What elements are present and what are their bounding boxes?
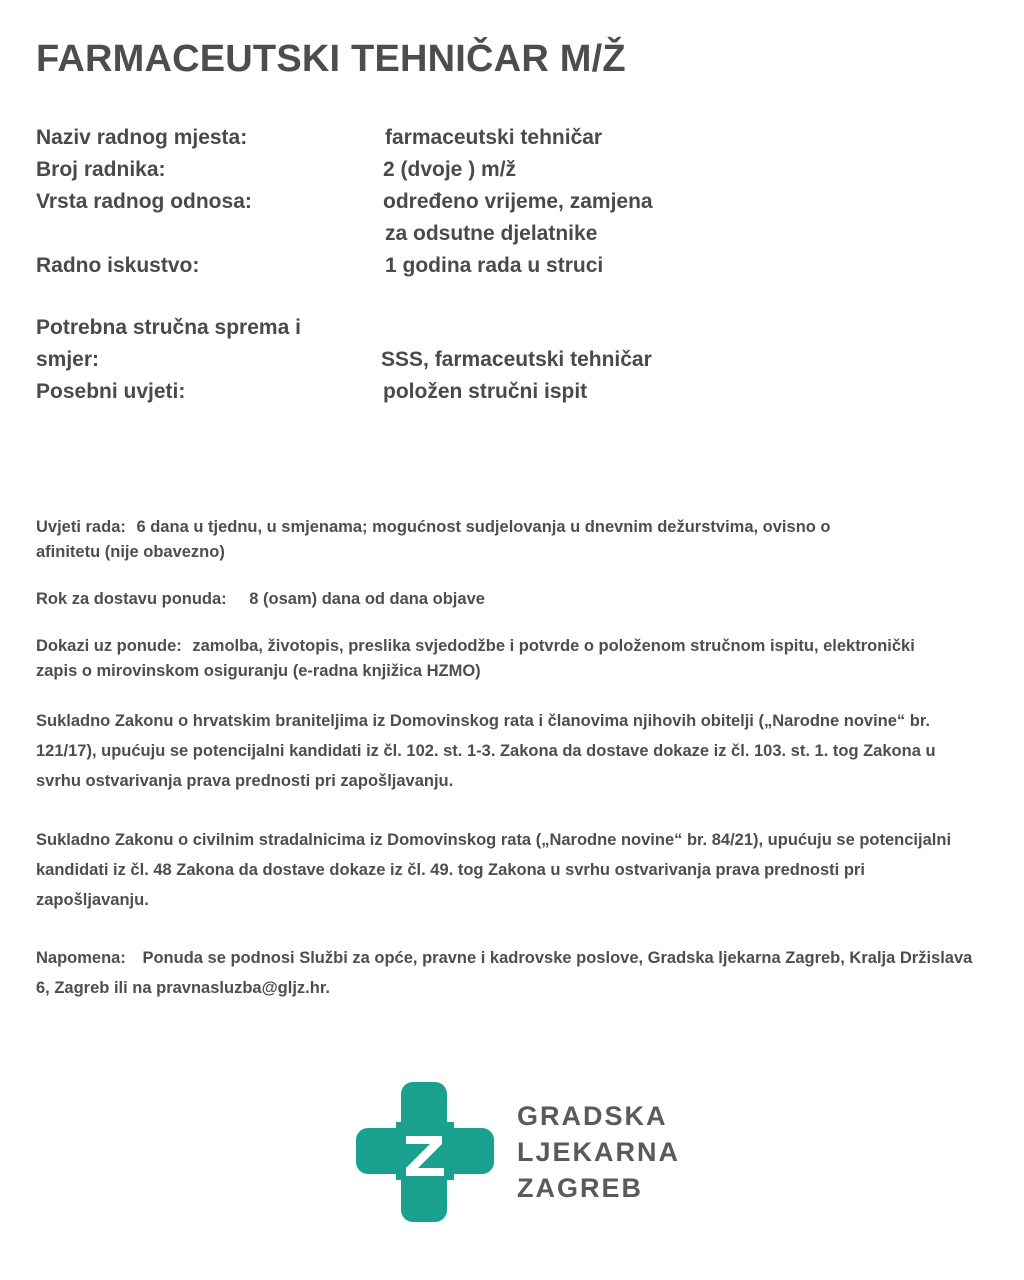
rok-lead: Rok za dostavu ponuda: [36,590,227,608]
sprema-label-line1: Potrebna stručna sprema i [36,316,301,339]
dokazi-lead: Dokazi uz ponude: [36,637,182,655]
gradska-ljekarna-cross-icon [356,1082,496,1222]
branitelji-paragraph: Sukladno Zakonu o hrvatskim braniteljima iz Domovinskog rata i članovima njihovih obitelji („Narodne novine“ br. 121/17), upućuju se potencijalni kandidati iz čl. 102. st. 1-3. Zakona da dostave dokaze iz čl. 103. st. 1. tog Zakona u svrhu ostvarivanja prava prednosti pri zapošljavanju. [36,712,936,790]
naziv-label: Naziv radnog mjesta: [36,126,248,149]
dokazi-paragraph [36,634,916,684]
uvjeti-rada-paragraph [36,515,866,565]
logo-text-line1: GRADSKA [517,1101,668,1131]
iskustvo-value: 1 godina rada u struci [385,254,604,277]
uvjeti-value: položen stručni ispit [383,380,588,403]
rok-text: 8 (osam) dana od dana objave [249,590,485,608]
napomena-text: Ponuda se podnosi Službi za opće, pravne i kadrovske poslove, Gradska ljekarna Zagreb, Kralja Držislava 6, Zagreb ili na pravnasluzba@gljz.hr. [36,949,973,997]
logo-text-line3: ZAGREB [517,1173,643,1203]
uvjeti-rada-lead: Uvjeti rada: [36,518,126,536]
vrsta-label: Vrsta radnog odnosa: [36,190,252,213]
logo-text-line2: LJEKARNA [517,1137,681,1167]
vrsta-value-line1: određeno vrijeme, zamjena [383,190,653,213]
page-title: FARMACEUTSKI TEHNIČAR M/Ž [36,38,626,80]
sprema-label-line2: smjer: [36,348,100,371]
broj-label: Broj radnika: [36,158,166,181]
dokazi-text: zamolba, životopis, preslika svjedodžbe i potvrde o položenom stručnom ispitu, elektronički zapis o mirovinskom osiguranju (e-radna knjižica HZMO) [36,637,915,680]
napomena-lead: Napomena: [36,949,126,967]
iskustvo-label: Radno iskustvo: [36,254,200,277]
broj-value: 2 (dvoje ) m/ž [383,158,517,181]
uvjeti-rada-text: 6 dana u tjednu, u smjenama; mogućnost sudjelovanja u dnevnim dežurstvima, ovisno o afinitetu (nije obavezno) [36,518,831,561]
sprema-value: SSS, farmaceutski tehničar [381,348,652,371]
vrsta-value-line2: za odsutne djelatnike [385,222,598,245]
rok-paragraph [36,587,936,612]
uvjeti-label: Posebni uvjeti: [36,380,186,403]
naziv-value: farmaceutski tehničar [385,126,603,149]
napomena-paragraph [36,943,976,1003]
stradalnici-paragraph: Sukladno Zakonu o civilnim stradalnicima iz Domovinskog rata („Narodne novine“ br. 84/21), upućuju se potencijalni kandidati iz čl. 48 Zakona da dostave dokaze iz čl. 49. tog Zakona u svrhu ostvarivanja prava prednosti pri zapošljavanju. [36,831,952,909]
